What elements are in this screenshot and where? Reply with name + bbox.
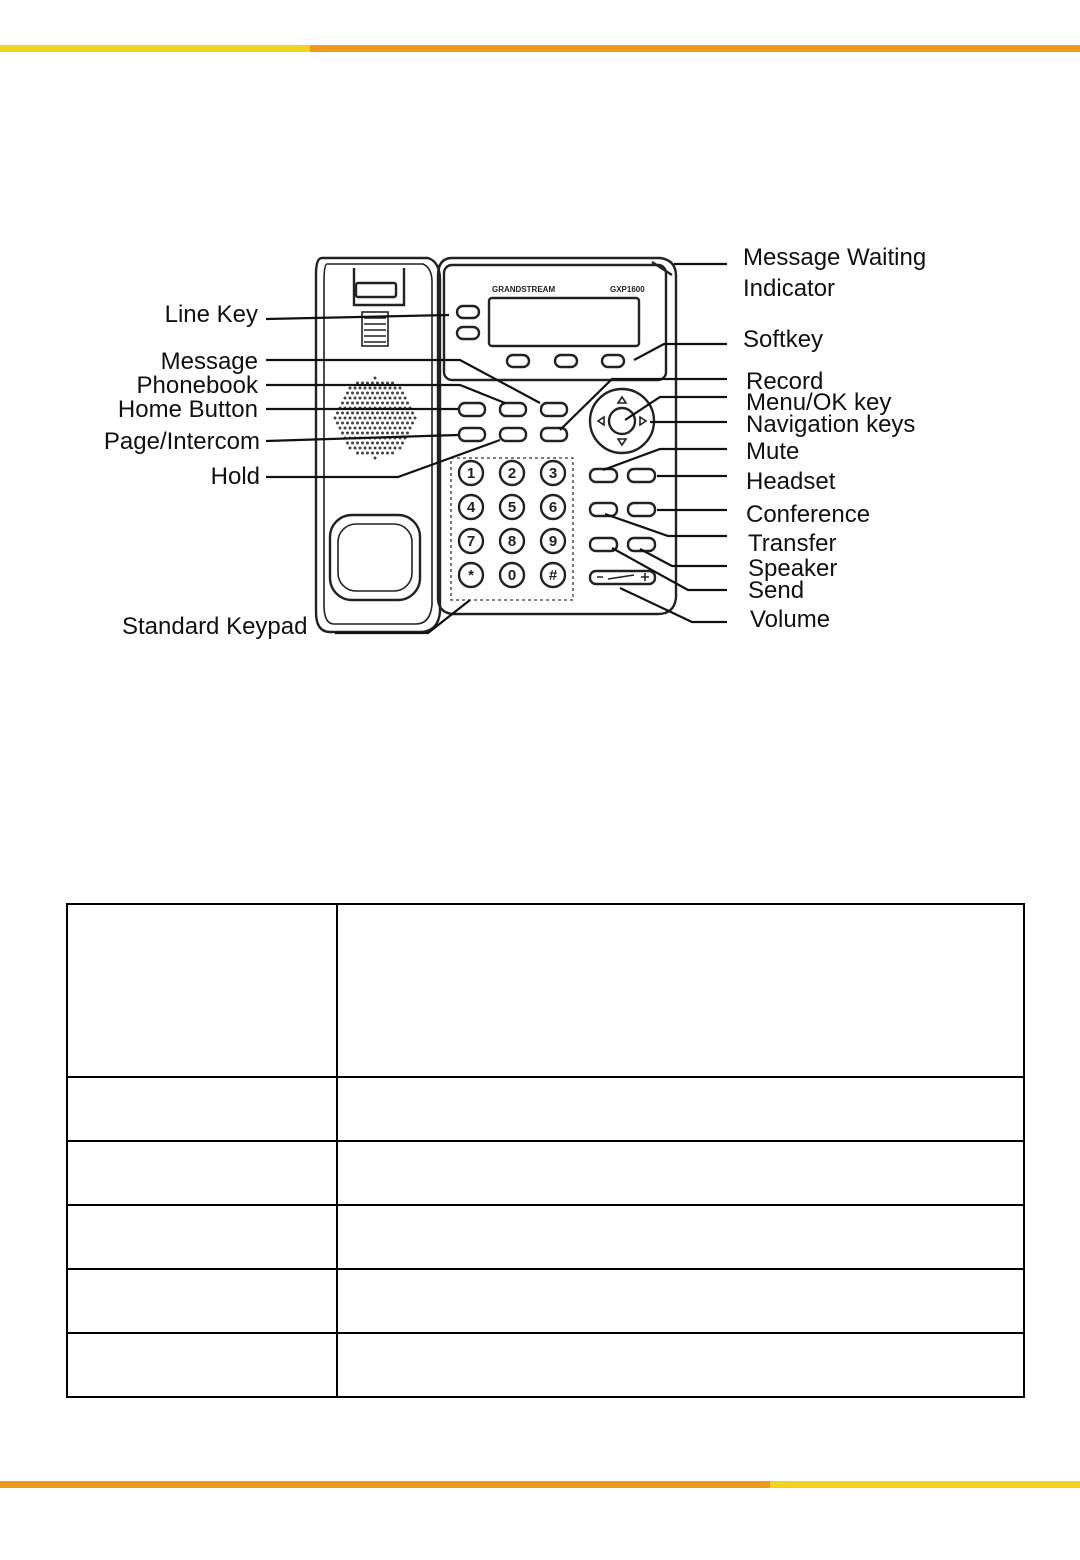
label-phonebook: Phonebook xyxy=(136,372,258,399)
label-volume: Volume xyxy=(750,606,831,633)
label-softkey: Softkey xyxy=(743,326,824,353)
label-line-key: Line Key xyxy=(164,301,258,328)
speaker-grille xyxy=(334,377,417,460)
hold-key xyxy=(500,428,526,441)
table-cell xyxy=(337,904,1024,1077)
model-text: GXP1600 xyxy=(610,285,645,294)
table-cell xyxy=(337,1205,1024,1269)
spec-table xyxy=(66,903,1025,1398)
keypad-key-label: 8 xyxy=(507,533,517,550)
table-cell xyxy=(67,904,337,1077)
message-key xyxy=(541,403,567,416)
transfer-key xyxy=(590,503,617,516)
table-cell xyxy=(67,1269,337,1333)
label-send: Send xyxy=(748,577,805,604)
table-row xyxy=(67,1141,1024,1205)
line-key-1 xyxy=(457,306,479,318)
label-transfer: Transfer xyxy=(748,530,837,557)
table-cell xyxy=(337,1141,1024,1205)
bottom-bar-yellow xyxy=(770,1481,1080,1488)
table-cell xyxy=(67,1333,337,1397)
keypad-key-label: 1 xyxy=(466,465,476,482)
softkey-3 xyxy=(602,355,624,367)
keypad-key-label: * xyxy=(468,567,474,584)
brand-text: GRANDSTREAM xyxy=(492,285,556,294)
label-record: Record xyxy=(746,368,824,395)
label-indicator: Indicator xyxy=(743,275,836,302)
conference-key xyxy=(628,503,655,516)
record-key xyxy=(541,428,567,441)
label-hold: Hold xyxy=(210,463,260,490)
table-row xyxy=(67,1333,1024,1397)
keypad-key-label: 9 xyxy=(548,533,558,550)
table-row xyxy=(67,1205,1024,1269)
standard-keypad xyxy=(459,461,565,587)
table-cell xyxy=(67,1141,337,1205)
label-headset: Headset xyxy=(746,468,836,495)
home-key xyxy=(459,403,485,416)
label-page-intercom: Page/Intercom xyxy=(103,428,260,455)
keypad-key-label: 0 xyxy=(507,567,517,584)
keypad-key-label: 4 xyxy=(466,499,476,516)
table-cell xyxy=(337,1333,1024,1397)
keypad-key-label: 5 xyxy=(507,499,517,516)
label-navigation: Navigation keys xyxy=(746,411,916,438)
keypad-key-label: 2 xyxy=(507,465,517,482)
keypad-key-label: 6 xyxy=(548,499,558,516)
label-speaker: Speaker xyxy=(748,555,838,582)
table-cell xyxy=(337,1077,1024,1141)
label-message: Message xyxy=(160,348,258,375)
softkey-2 xyxy=(555,355,577,367)
table-cell xyxy=(67,1077,337,1141)
table-cell xyxy=(67,1205,337,1269)
headset-key xyxy=(628,469,655,482)
label-home-button: Home Button xyxy=(117,396,258,423)
table-cell xyxy=(337,1269,1024,1333)
handset xyxy=(316,258,440,632)
phonebook-key xyxy=(500,403,526,416)
navigation-ring xyxy=(590,389,654,453)
keypad-key-label: 3 xyxy=(548,465,558,482)
phone-diagram xyxy=(0,0,1080,700)
leader-lines xyxy=(266,264,727,633)
keypad-key-label: # xyxy=(548,567,558,584)
table-row xyxy=(67,1077,1024,1141)
label-message-waiting: Message Waiting xyxy=(743,244,927,271)
label-mute: Mute xyxy=(746,438,800,465)
label-conference: Conference xyxy=(746,501,871,528)
intercom-key xyxy=(459,428,485,441)
menu-ok-key xyxy=(609,408,635,434)
bottom-bar-orange xyxy=(0,1481,770,1488)
table-row xyxy=(67,1269,1024,1333)
line-key-2 xyxy=(457,327,479,339)
table-row xyxy=(67,904,1024,1077)
label-standard-keypad: Standard Keypad xyxy=(122,613,308,640)
phone-body xyxy=(438,258,676,614)
keypad-key-label: 7 xyxy=(466,533,476,550)
softkey-1 xyxy=(507,355,529,367)
label-menu-ok: Menu/OK key xyxy=(746,389,892,416)
